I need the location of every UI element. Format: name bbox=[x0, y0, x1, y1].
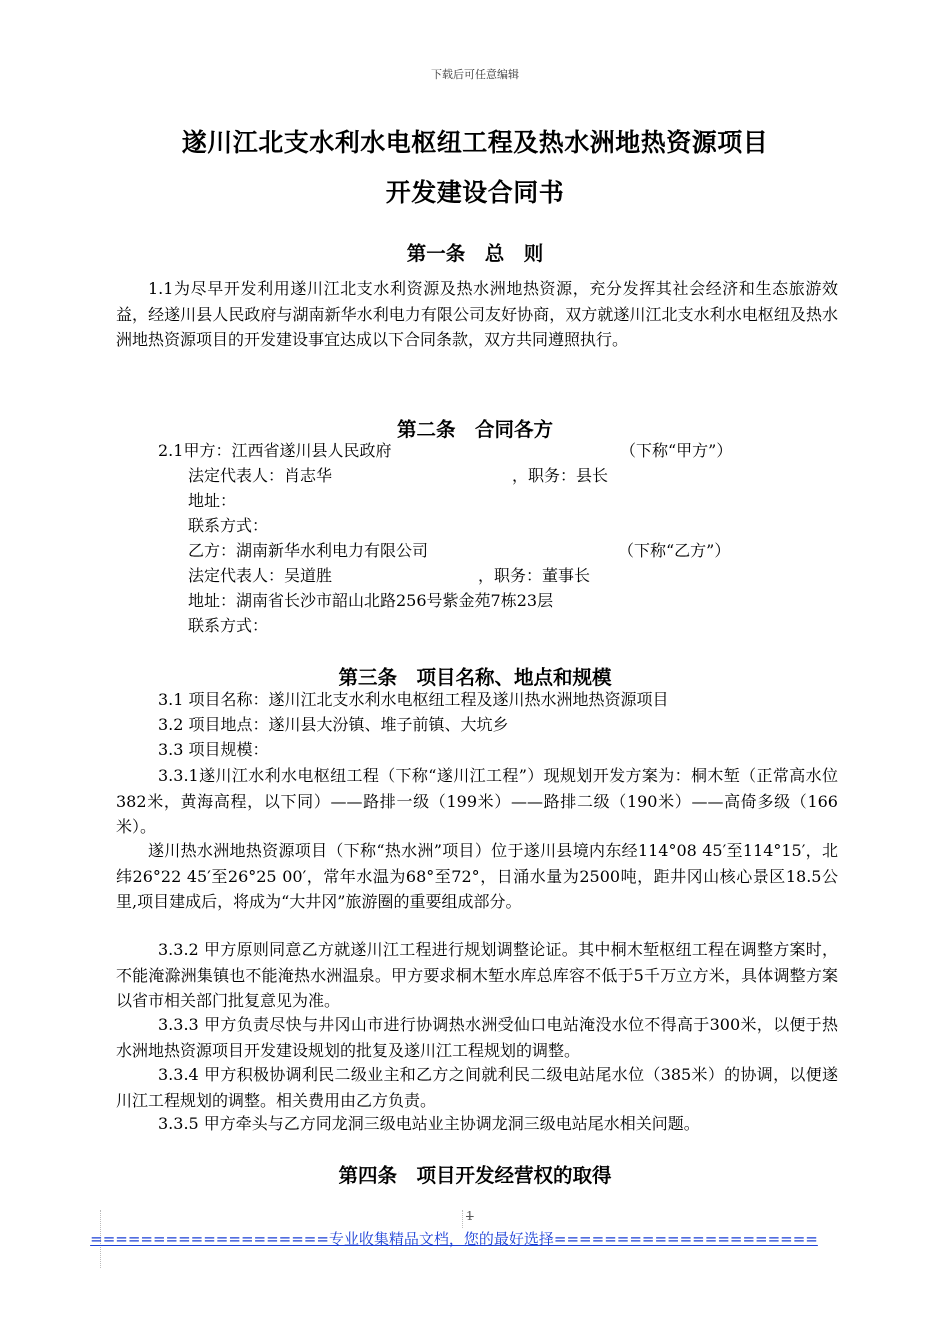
party-b-alias: （下称“乙方”） bbox=[618, 541, 731, 560]
article1-paragraph: 1.1为尽早开发利用遂川江北支水利资源及热水洲地热资源，充分发挥其社会经济和生态旅游效益，经遂川县人民政府与湖南新华水利电力有限公司友好协商，双方就遂川江北支水利水电枢纽及热水洲地热资源项目的开发建设事宜达成以下合同条款，双方共同遵照执行。 bbox=[116, 279, 838, 349]
document-title-line1: 遂川江北支水利水电枢纽工程及热水洲地热资源项目 bbox=[181, 128, 769, 157]
header-note: 下载后可任意编辑 bbox=[431, 68, 519, 81]
party-a-alias: （下称“甲方”） bbox=[620, 441, 733, 460]
party-b-rep: 法定代表人：吴道胜 bbox=[188, 566, 333, 585]
article4-heading: 第四条 项目开发经营权的取得 bbox=[338, 1164, 612, 1187]
paragraph-3-3-2: 3.3.2 甲方原则同意乙方就遂川江工程进行规划调整论证。其中桐木堑枢纽工程在调整方案时，不能淹滁洲集镇也不能淹热水洲温泉。甲方要求桐木堑水库总库容不低于5千万立方米，具体调整方案以省市相关部门批复意见为准。 bbox=[116, 940, 838, 1010]
party-b-name: 乙方：湖南新华水利电力有限公司 bbox=[188, 541, 429, 560]
article2-heading: 第二条 合同各方 bbox=[396, 418, 553, 441]
document-title-line2: 开发建设合同书 bbox=[385, 178, 565, 207]
article3-heading: 第三条 项目名称、地点和规模 bbox=[338, 666, 612, 689]
paragraph-3-3-5: 3.3.5 甲方牵头与乙方同龙洞三级电站业主协调龙洞三级电站尾水相关问题。 bbox=[158, 1114, 700, 1133]
paragraph-3-3-3: 3.3.3 甲方负责尽快与井冈山市进行协调热水洲受仙口电站淹没水位不得高于300米，以便于热水洲地热资源项目开发建设规划的批复及遂川江工程规划的调整。 bbox=[116, 1015, 838, 1060]
party-a-address: 地址： bbox=[188, 491, 237, 510]
party-b-address: 地址：湖南省长沙市韶山北路256号紫金苑7栋23层 bbox=[188, 591, 554, 610]
party-b-contact: 联系方式： bbox=[188, 616, 269, 635]
party-b-title: ，职务：董事长 bbox=[478, 566, 591, 585]
paragraph-3-3-1: 3.3.1遂川江水利水电枢纽工程（下称“遂川江工程”）现规划开发方案为：桐木堑（正常高水位382米，黄海高程，以下同）——路排一级（199米）——路排二级（190米）——高倚多级（166米）。 bbox=[116, 766, 838, 836]
footer-center-divider bbox=[462, 1210, 464, 1228]
party-a-contact: 联系方式： bbox=[188, 516, 269, 535]
party-a-rep: 法定代表人：肖志华 bbox=[188, 466, 333, 485]
page-number: 1 bbox=[466, 1209, 474, 1223]
party-a-name: 2.1甲方：江西省遂川县人民政府 bbox=[158, 441, 392, 460]
item-3-1: 3.1 项目名称：遂川江北支水利水电枢纽工程及遂川热水洲地热资源项目 bbox=[158, 690, 669, 709]
footer-banner-link[interactable]: ===================专业收集精品文档，您的最好选择===================== bbox=[90, 1230, 818, 1248]
party-a-title: ，职务：县长 bbox=[512, 466, 609, 485]
item-3-2: 3.2 项目地点：遂川县大汾镇、堆子前镇、大坑乡 bbox=[158, 715, 509, 734]
article1-heading: 第一条 总 则 bbox=[406, 242, 544, 265]
item-3-3: 3.3 项目规模： bbox=[158, 740, 269, 759]
paragraph-3-3-4: 3.3.4 甲方积极协调利民二级业主和乙方之间就利民二级电站尾水位（385米）的协调，以便遂川江工程规划的调整。相关费用由乙方负责。 bbox=[116, 1065, 838, 1110]
paragraph-hot-spring: 遂川热水洲地热资源项目（下称“热水洲”项目）位于遂川县境内东经114°08 45′至114°15′，北纬26°22 45′至26°25 00′，常年水温为68°至72°，日涌水量为2500吨，距井冈山核心景区18.5公里,项目建成后，将成为“大井冈”旅游圈的重要组成部分。 bbox=[116, 841, 838, 911]
